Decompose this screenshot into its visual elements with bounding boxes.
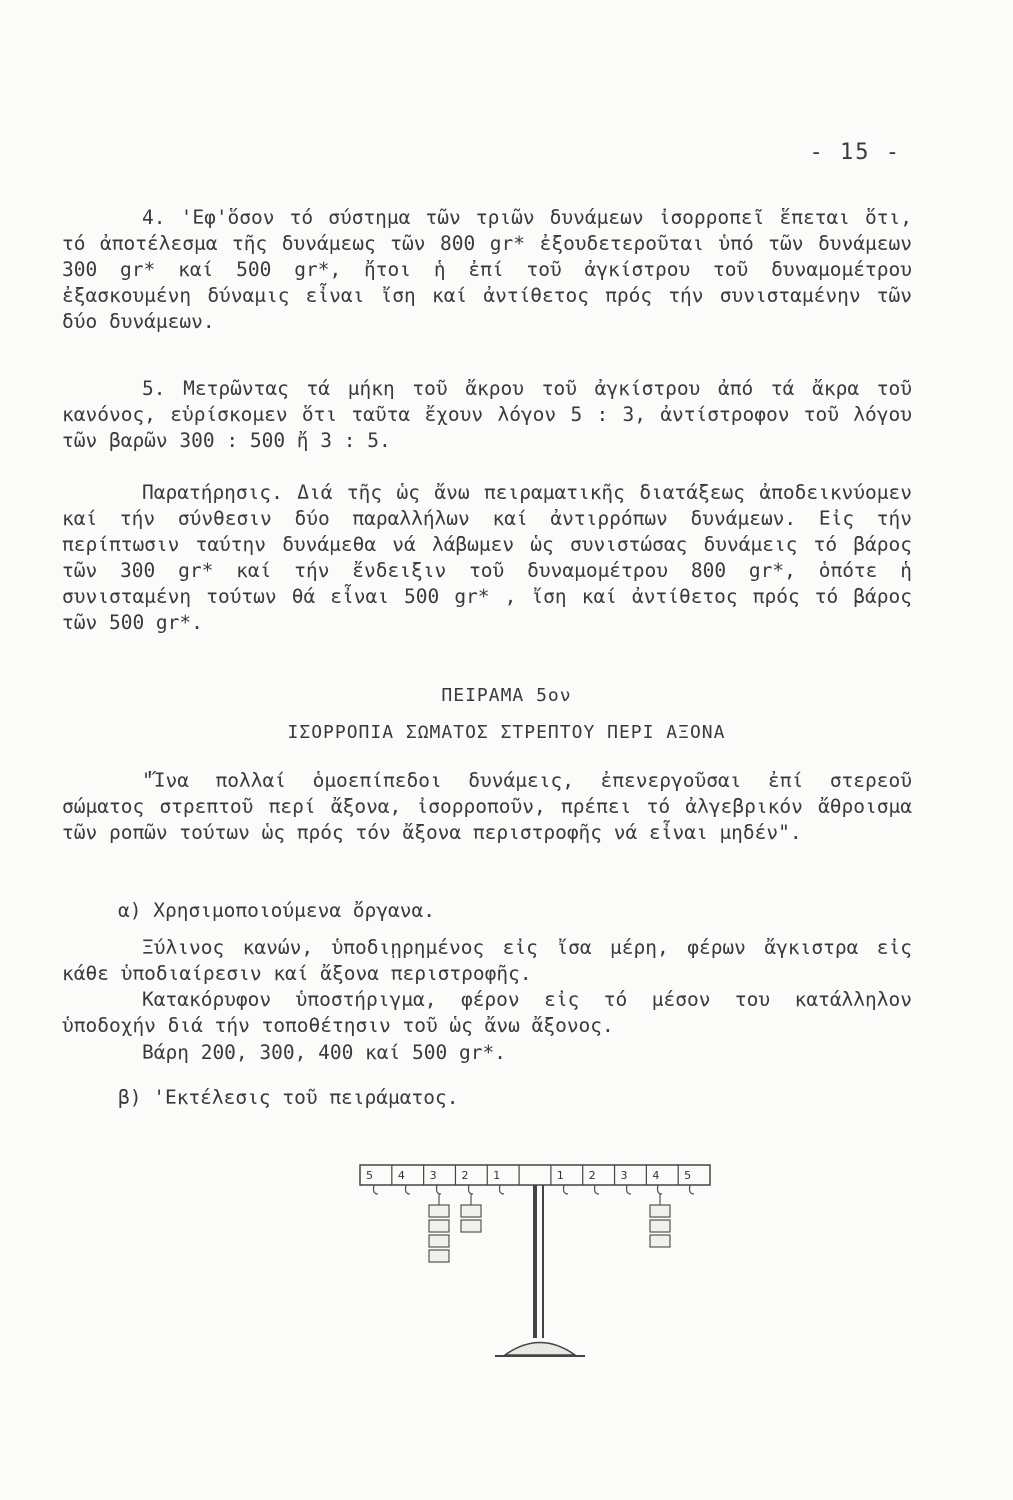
page-number: - 15 -	[809, 140, 901, 165]
scale-label: 4	[397, 1169, 405, 1182]
weights-right-4	[650, 1194, 670, 1247]
scale-label: 5	[684, 1169, 692, 1182]
section-b-heading: β) 'Εκτέλεσις τοῦ πειράματος.	[118, 1086, 459, 1109]
experiment-statement: "Ἵνα πολλαί ὁμοεπίπεδοι δυνάμεις, ἐπενεργοῦσαι ἐπί στερεοῦ σώματος στρεπτοῦ περί ἄξονα, ἰσορροποῦν, πρέπει τό ἀλγεβρικόν ἄθροισμα τῶν ροπῶν τούτων ὡς πρός τόν ἄξονα περιστροφῆς νά εἶναι μηδέν".	[62, 769, 912, 844]
experiment-heading: ΠΕΙΡΑΜΑ 5ον	[441, 685, 572, 706]
scale-label: 1	[493, 1169, 501, 1182]
scale-label: 1	[556, 1169, 564, 1182]
instrument-2: Κατακόρυφον ὑποστήριγμα, φέρον εἰς τό μέσον του κατάλληλον ὑποδοχήν διά τήν τοποθέτησιν τοῦ ὡς ἄνω ἄξονος.	[62, 988, 912, 1037]
section-a-heading: α) Χρησιμοποιούμενα ὄργανα.	[118, 899, 435, 922]
scale-label: 4	[652, 1169, 660, 1182]
remark-paragraph: Παρατήρησις. Διά τῆς ὡς ἄνω πειραματικῆς διατάξεως ἀποδεικνύομεν καί τήν σύνθεσιν δύο παραλλήλων καί ἀντιρρόπων δυνάμεων. Εἰς τήν περίπτωσιν ταύτην δυνάμεθα νά λάβωμεν ὡς συνιστώσας δυνάμεις τό βάρος τῶν 300 gr* καί τήν ἔνδειξιν τοῦ δυναμομέτρου 800 gr*, ὁπότε ἡ συνισταμένη τούτων θά εἶναι 500 gr* , ἴση καί ἀντίθετος πρός τό βάρος τῶν 500 gr*.	[62, 481, 912, 634]
paragraph-5: 5. Μετρῶντας τά μήκη τοῦ ἄκρου τοῦ ἀγκίστρου ἀπό τά ἄκρα τοῦ κανόνος, εὑρίσκομεν ὅτι ταῦτα ἔχουν λόγον 5 : 3, ἀντίστροφον τοῦ λόγου τῶν βαρῶν 300 : 500 ἤ 3 : 5.	[62, 377, 912, 452]
experiment-title: ΙΣΟΡΡΟΠΙΑ ΣΩΜΑΤΟΣ ΣΤΡΕΠΤΟΥ ΠΕΡΙ ΑΞΟΝΑ	[287, 722, 726, 743]
support-base	[505, 1343, 575, 1356]
scale-label: 3	[429, 1169, 437, 1182]
scale-label: 2	[588, 1169, 596, 1182]
scale-cells	[366, 1165, 691, 1185]
lever-apparatus-figure	[340, 1160, 720, 1360]
lever-diagram	[340, 1160, 720, 1360]
weights-left-3	[429, 1194, 449, 1262]
scale-label: 2	[461, 1169, 469, 1182]
weights-left-2	[461, 1194, 481, 1232]
scale-label: 5	[366, 1169, 373, 1182]
paragraph-4: 4. 'Εφ'ὅσον τό σύστημα τῶν τριῶν δυνάμεων ἰσορροπεῖ ἕπεται ὅτι, τό ἀποτέλεσμα τῆς δυνάμεως τῶν 800 gr* ἐξουδετεροῦται ὑπό τῶν δυνάμεων 300 gr* καί 500 gr*, ἤτοι ἡ ἐπί τοῦ ἀγκίστρου τοῦ δυναμομέτρου ἐξασκουμένη δύναμις εἶναι ἴση καί ἀντίθετος πρός τήν συνισταμένην τῶν δύο δυνάμεων.	[62, 206, 912, 333]
scale-label: 3	[620, 1169, 628, 1182]
instrument-3: Βάρη 200, 300, 400 καί 500 gr*.	[142, 1041, 506, 1064]
instrument-1: Ξύλινος κανών, ὑποδιῃρημένος εἰς ἴσα μέρη, φέρων ἄγκιστρα εἰς κάθε ὑποδιαίρεσιν καί ἄξονα περιστροφῆς.	[62, 936, 912, 985]
